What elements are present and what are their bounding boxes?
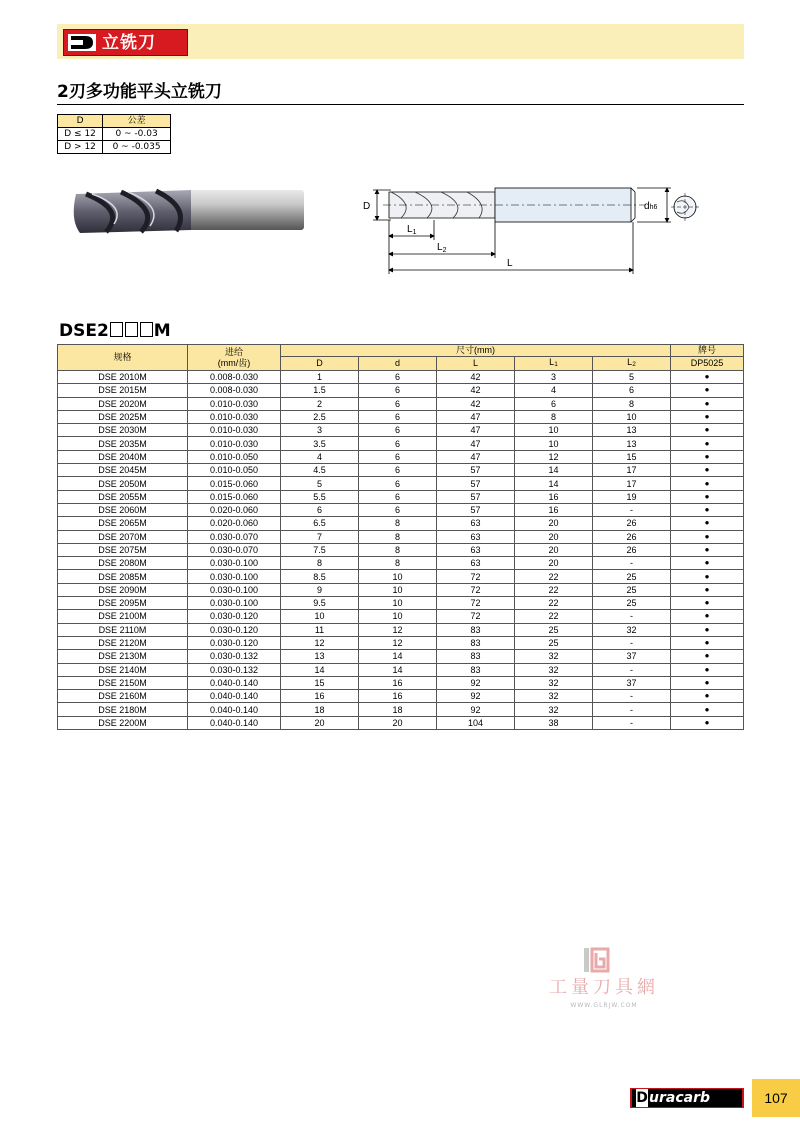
category-badge	[63, 29, 188, 56]
table-cell: 6.5	[281, 517, 359, 530]
table-cell: 10	[515, 437, 593, 450]
table-cell: 14	[281, 663, 359, 676]
table-cell: 2.5	[281, 410, 359, 423]
table-cell: ●	[671, 636, 744, 649]
table-cell: 92	[437, 703, 515, 716]
table-cell: 10	[281, 610, 359, 623]
table-cell: 0.020-0.060	[188, 503, 281, 516]
table-cell: 0.015-0.060	[188, 477, 281, 490]
table-cell: 83	[437, 650, 515, 663]
placeholder-box	[110, 322, 123, 337]
table-row	[58, 650, 744, 663]
table-row	[58, 570, 744, 583]
table-cell: 6	[359, 384, 437, 397]
table-cell: 47	[437, 437, 515, 450]
table-cell: 6	[359, 410, 437, 423]
table-cell: 37	[593, 650, 671, 663]
table-cell: 13	[281, 650, 359, 663]
footer-brand-name: uracarb	[649, 1090, 710, 1106]
table-cell: 92	[437, 690, 515, 703]
table-cell: 38	[515, 716, 593, 729]
table-cell: 1	[281, 371, 359, 384]
table-row	[58, 437, 744, 450]
table-cell: 8	[359, 543, 437, 556]
watermark	[536, 945, 672, 1015]
d-logo-icon	[68, 34, 96, 51]
table-row	[58, 477, 744, 490]
table-cell: 32	[515, 650, 593, 663]
table-row	[58, 597, 744, 610]
table-row	[58, 610, 744, 623]
watermark-text: 工量刀具網	[549, 977, 659, 998]
table-cell: 8	[359, 530, 437, 543]
table-cell: 0.008-0.030	[188, 384, 281, 397]
table-cell: DSE 2075M	[58, 543, 188, 556]
table-cell: 6	[359, 397, 437, 410]
table-row	[58, 663, 744, 676]
table-cell: 12	[515, 450, 593, 463]
table-cell: 0.040-0.140	[188, 690, 281, 703]
table-cell: DSE 2050M	[58, 477, 188, 490]
footer-brand-initial: D	[636, 1090, 648, 1106]
table-cell: DSE 2150M	[58, 676, 188, 689]
table-cell: ●	[671, 371, 744, 384]
table-cell: -	[593, 690, 671, 703]
table-cell: 0.040-0.140	[188, 703, 281, 716]
end-mill-photo	[66, 180, 311, 240]
placeholder-box	[140, 322, 153, 337]
col-grade: DP5025	[671, 357, 744, 371]
table-row	[58, 517, 744, 530]
table-cell: 0.020-0.060	[188, 517, 281, 530]
table-cell: 0.040-0.140	[188, 716, 281, 729]
table-cell: 8	[593, 397, 671, 410]
table-cell: ●	[671, 676, 744, 689]
table-cell: 0.030-0.132	[188, 650, 281, 663]
table-cell: 10	[593, 410, 671, 423]
table-cell: 8	[515, 410, 593, 423]
table-cell: 12	[359, 636, 437, 649]
table-row	[58, 384, 744, 397]
table-row	[58, 557, 744, 570]
table-cell: 0.030-0.100	[188, 583, 281, 596]
table-cell: 20	[515, 557, 593, 570]
table-cell: 7	[281, 530, 359, 543]
tolerance-row	[58, 128, 171, 141]
tolerance-cell: D > 12	[58, 141, 103, 154]
table-cell: DSE 2055M	[58, 490, 188, 503]
table-cell: -	[593, 703, 671, 716]
table-cell: 83	[437, 636, 515, 649]
table-cell: 63	[437, 543, 515, 556]
table-cell: ●	[671, 490, 744, 503]
page-number: 107	[752, 1079, 800, 1117]
section-divider	[57, 104, 744, 105]
table-cell: -	[593, 610, 671, 623]
table-cell: 0.030-0.100	[188, 557, 281, 570]
table-cell: 17	[593, 464, 671, 477]
table-cell: 20	[515, 517, 593, 530]
table-cell: ●	[671, 530, 744, 543]
category-label: 立铣刀	[102, 33, 156, 53]
table-cell: 6	[359, 503, 437, 516]
technical-drawing	[355, 178, 700, 278]
tolerance-cell: D ≤ 12	[58, 128, 103, 141]
table-cell: -	[593, 663, 671, 676]
table-cell: 0.040-0.140	[188, 676, 281, 689]
table-cell: 0.010-0.030	[188, 437, 281, 450]
table-cell: 42	[437, 384, 515, 397]
table-cell: 19	[593, 490, 671, 503]
table-cell: 16	[515, 503, 593, 516]
table-cell: 0.030-0.100	[188, 597, 281, 610]
spec-table	[57, 344, 744, 730]
table-cell: 63	[437, 557, 515, 570]
table-row	[58, 676, 744, 689]
table-cell: DSE 2120M	[58, 636, 188, 649]
table-cell: 63	[437, 517, 515, 530]
table-cell: -	[593, 503, 671, 516]
table-row	[58, 503, 744, 516]
table-cell: ●	[671, 543, 744, 556]
table-cell: 72	[437, 570, 515, 583]
table-row	[58, 464, 744, 477]
table-cell: 104	[437, 716, 515, 729]
table-cell: 0.030-0.120	[188, 623, 281, 636]
col-L2: L2	[593, 357, 671, 371]
table-cell: 0.030-0.120	[188, 610, 281, 623]
tolerance-header-d: D	[58, 115, 103, 128]
table-cell: 42	[437, 371, 515, 384]
table-cell: 18	[359, 703, 437, 716]
table-cell: 14	[515, 477, 593, 490]
table-cell: 26	[593, 517, 671, 530]
table-cell: ●	[671, 450, 744, 463]
table-cell: 0.030-0.070	[188, 530, 281, 543]
table-cell: 10	[359, 597, 437, 610]
table-cell: 92	[437, 676, 515, 689]
label-D: D	[363, 201, 371, 212]
table-cell: 20	[281, 716, 359, 729]
table-cell: 10	[359, 583, 437, 596]
table-cell: 14	[515, 464, 593, 477]
label-dh6: dh6	[644, 201, 658, 212]
label-L2: $L_2$	[437, 242, 447, 254]
table-cell: 5	[281, 477, 359, 490]
table-cell: 22	[515, 610, 593, 623]
table-cell: 8	[281, 557, 359, 570]
table-cell: 0.010-0.030	[188, 410, 281, 423]
table-cell: DSE 2030M	[58, 424, 188, 437]
table-cell: 14	[359, 650, 437, 663]
table-cell: 16	[359, 676, 437, 689]
table-cell: 22	[515, 597, 593, 610]
table-cell: ●	[671, 503, 744, 516]
table-cell: ●	[671, 663, 744, 676]
table-row	[58, 636, 744, 649]
spec-table-body	[58, 371, 744, 730]
header-feed: 进给 (mm/齿)	[188, 345, 281, 371]
table-cell: 22	[515, 570, 593, 583]
table-cell: 57	[437, 503, 515, 516]
table-row	[58, 424, 744, 437]
table-cell: DSE 2080M	[58, 557, 188, 570]
table-cell: 6	[359, 424, 437, 437]
table-row	[58, 371, 744, 384]
table-cell: DSE 2085M	[58, 570, 188, 583]
spec-title	[59, 321, 171, 341]
table-cell: 25	[593, 583, 671, 596]
table-cell: 11	[281, 623, 359, 636]
footer-brand-logo	[630, 1088, 744, 1108]
table-cell: 17	[593, 477, 671, 490]
table-cell: ●	[671, 477, 744, 490]
table-cell: DSE 2100M	[58, 610, 188, 623]
table-cell: 3	[281, 424, 359, 437]
table-cell: 0.010-0.050	[188, 450, 281, 463]
tolerance-row	[58, 141, 171, 154]
header-size: 尺寸(mm)	[281, 345, 671, 357]
table-cell: 0.010-0.030	[188, 397, 281, 410]
tolerance-cell: 0 ~ -0.035	[103, 141, 171, 154]
table-cell: 26	[593, 530, 671, 543]
col-L1: L1	[515, 357, 593, 371]
table-cell: 4	[515, 384, 593, 397]
table-cell: 32	[515, 663, 593, 676]
table-cell: 0.030-0.120	[188, 636, 281, 649]
table-cell: 5.5	[281, 490, 359, 503]
table-cell: 16	[515, 490, 593, 503]
table-cell: DSE 2020M	[58, 397, 188, 410]
table-cell: 4.5	[281, 464, 359, 477]
table-cell: 47	[437, 410, 515, 423]
table-cell: 0.008-0.030	[188, 371, 281, 384]
table-row	[58, 583, 744, 596]
table-cell: ●	[671, 703, 744, 716]
label-L1: $L_1$	[407, 224, 417, 236]
spec-title-suffix: M	[153, 321, 171, 341]
table-cell: ●	[671, 384, 744, 397]
table-cell: 20	[515, 530, 593, 543]
table-row	[58, 716, 744, 729]
table-row	[58, 623, 744, 636]
table-cell: 15	[593, 450, 671, 463]
header-grade: 牌号	[671, 345, 744, 357]
table-cell: 1.5	[281, 384, 359, 397]
table-cell: 25	[515, 636, 593, 649]
table-cell: 72	[437, 583, 515, 596]
table-cell: 6	[359, 490, 437, 503]
table-cell: 57	[437, 477, 515, 490]
table-cell: 9	[281, 583, 359, 596]
table-row	[58, 490, 744, 503]
table-cell: 47	[437, 424, 515, 437]
table-cell: 8	[359, 557, 437, 570]
table-cell: 12	[281, 636, 359, 649]
table-row	[58, 690, 744, 703]
table-cell: 2	[281, 397, 359, 410]
table-cell: 72	[437, 610, 515, 623]
table-cell: 18	[281, 703, 359, 716]
tolerance-header-tol: 公差	[103, 115, 171, 128]
table-row	[58, 543, 744, 556]
table-cell: 6	[515, 397, 593, 410]
table-cell: 5	[593, 371, 671, 384]
table-cell: DSE 2035M	[58, 437, 188, 450]
table-row	[58, 530, 744, 543]
table-cell: DSE 2200M	[58, 716, 188, 729]
table-cell: 10	[359, 610, 437, 623]
table-cell: 0.030-0.132	[188, 663, 281, 676]
table-cell: 83	[437, 663, 515, 676]
table-cell: DSE 2095M	[58, 597, 188, 610]
table-cell: ●	[671, 557, 744, 570]
table-cell: 32	[515, 690, 593, 703]
table-cell: 6	[359, 437, 437, 450]
watermark-logo-icon	[582, 945, 612, 975]
table-cell: ●	[671, 437, 744, 450]
section-title: 2刃多功能平头立铣刀	[57, 82, 222, 102]
table-row	[58, 410, 744, 423]
table-cell: 32	[515, 703, 593, 716]
table-cell: 42	[437, 397, 515, 410]
table-cell: 16	[359, 690, 437, 703]
placeholder-box	[125, 322, 138, 337]
table-cell: 6	[359, 464, 437, 477]
table-cell: 37	[593, 676, 671, 689]
table-cell: 7.5	[281, 543, 359, 556]
table-cell: 0.015-0.060	[188, 490, 281, 503]
table-cell: 25	[515, 623, 593, 636]
table-cell: 4	[281, 450, 359, 463]
table-cell: 72	[437, 597, 515, 610]
table-cell: 0.010-0.030	[188, 424, 281, 437]
table-cell: DSE 2110M	[58, 623, 188, 636]
table-cell: 13	[593, 424, 671, 437]
table-cell: 25	[593, 597, 671, 610]
table-row	[58, 450, 744, 463]
table-cell: 63	[437, 530, 515, 543]
table-row	[58, 397, 744, 410]
table-cell: DSE 2160M	[58, 690, 188, 703]
table-cell: 13	[593, 437, 671, 450]
table-cell: 9.5	[281, 597, 359, 610]
table-cell: DSE 2060M	[58, 503, 188, 516]
table-cell: 83	[437, 623, 515, 636]
table-cell: 6	[281, 503, 359, 516]
table-cell: 22	[515, 583, 593, 596]
table-cell: 12	[359, 623, 437, 636]
table-cell: DSE 2040M	[58, 450, 188, 463]
table-cell: DSE 2015M	[58, 384, 188, 397]
table-cell: ●	[671, 610, 744, 623]
table-cell: ●	[671, 464, 744, 477]
watermark-url: WWW.GLRJW.COM	[570, 1002, 638, 1009]
table-cell: DSE 2065M	[58, 517, 188, 530]
table-cell: -	[593, 716, 671, 729]
table-cell: DSE 2130M	[58, 650, 188, 663]
table-cell: DSE 2090M	[58, 583, 188, 596]
table-cell: ●	[671, 424, 744, 437]
col-L: L	[437, 357, 515, 371]
table-cell: 10	[359, 570, 437, 583]
table-cell: 6	[593, 384, 671, 397]
header-spec: 规格	[58, 345, 188, 371]
table-cell: DSE 2140M	[58, 663, 188, 676]
table-cell: -	[593, 636, 671, 649]
table-cell: 16	[281, 690, 359, 703]
table-cell: ●	[671, 716, 744, 729]
table-cell: 8.5	[281, 570, 359, 583]
table-cell: 57	[437, 490, 515, 503]
table-cell: 6	[359, 450, 437, 463]
table-cell: 47	[437, 450, 515, 463]
table-cell: 32	[515, 676, 593, 689]
table-cell: ●	[671, 583, 744, 596]
table-cell: DSE 2070M	[58, 530, 188, 543]
table-cell: ●	[671, 597, 744, 610]
table-cell: DSE 2025M	[58, 410, 188, 423]
table-cell: ●	[671, 397, 744, 410]
table-cell: 6	[359, 371, 437, 384]
table-cell: 14	[359, 663, 437, 676]
table-cell: -	[593, 557, 671, 570]
table-cell: 15	[281, 676, 359, 689]
table-cell: 6	[359, 477, 437, 490]
table-cell: 3.5	[281, 437, 359, 450]
table-row	[58, 703, 744, 716]
table-cell: 57	[437, 464, 515, 477]
table-cell: 20	[359, 716, 437, 729]
table-cell: 10	[515, 424, 593, 437]
table-cell: 0.030-0.070	[188, 543, 281, 556]
table-cell: ●	[671, 410, 744, 423]
table-cell: 8	[359, 517, 437, 530]
table-cell: 26	[593, 543, 671, 556]
spec-title-prefix: DSE2	[59, 321, 109, 341]
table-cell: DSE 2180M	[58, 703, 188, 716]
table-cell: ●	[671, 623, 744, 636]
table-cell: 0.030-0.100	[188, 570, 281, 583]
table-cell: DSE 2045M	[58, 464, 188, 477]
table-cell: ●	[671, 570, 744, 583]
table-cell: ●	[671, 690, 744, 703]
table-cell: DSE 2010M	[58, 371, 188, 384]
table-cell: 20	[515, 543, 593, 556]
tolerance-cell: 0 ~ -0.03	[103, 128, 171, 141]
table-cell: 25	[593, 570, 671, 583]
col-D: D	[281, 357, 359, 371]
table-cell: ●	[671, 650, 744, 663]
table-cell: 0.010-0.050	[188, 464, 281, 477]
table-cell: 32	[593, 623, 671, 636]
table-cell: ●	[671, 517, 744, 530]
col-d: d	[359, 357, 437, 371]
label-L: L	[507, 258, 513, 269]
table-cell: 3	[515, 371, 593, 384]
tolerance-table	[57, 114, 171, 154]
